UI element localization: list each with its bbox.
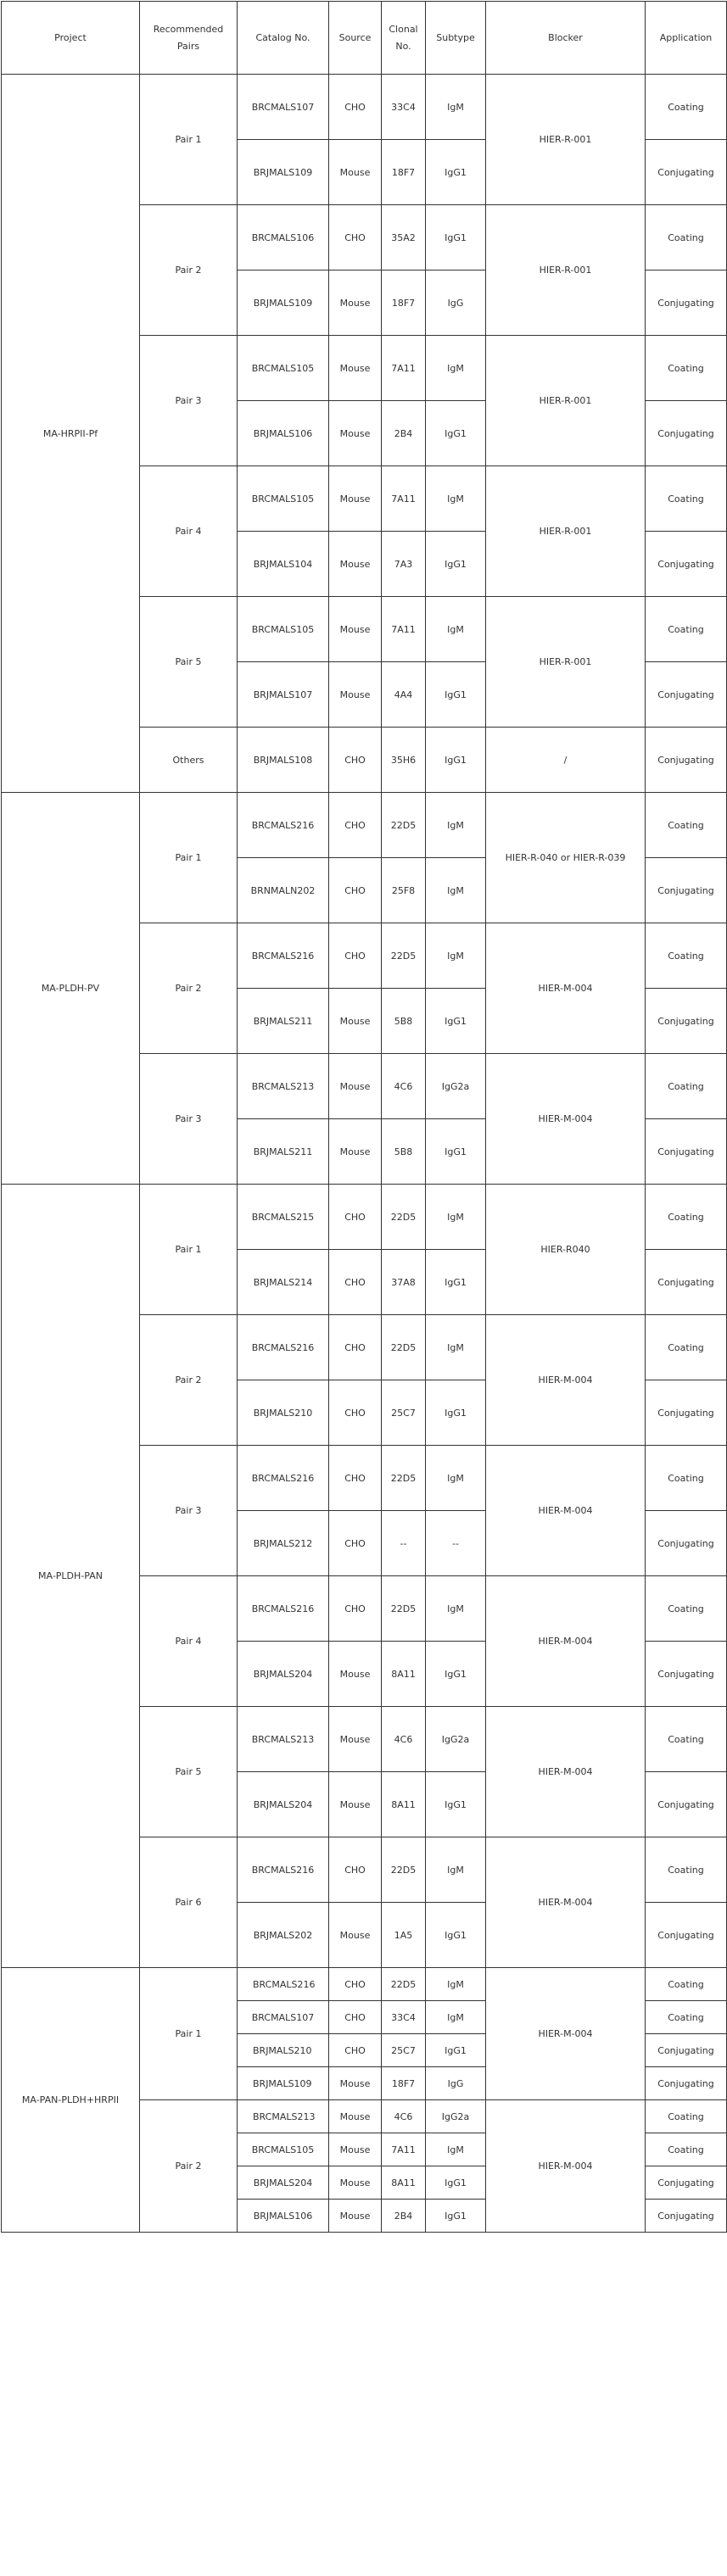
source: Mouse <box>329 1119 382 1185</box>
catalog-no: BRJMALS202 <box>238 1903 329 1968</box>
catalog-no: BRCMALS105 <box>238 2133 329 2166</box>
catalog-no: BRCMALS107 <box>238 75 329 140</box>
source: Mouse <box>329 1054 382 1119</box>
subtype: IgM <box>426 2133 486 2166</box>
subtype: IgG1 <box>426 662 486 728</box>
subtype: IgM <box>426 336 486 401</box>
clonal-no: 4C6 <box>382 2100 426 2133</box>
application: Conjugating <box>646 2166 727 2200</box>
catalog-no: BRCMALS216 <box>238 923 329 989</box>
header-recommended-pairs: Recommended Pairs <box>140 2 238 75</box>
project-name: MA-PLDH-PAN <box>2 1185 140 1968</box>
catalog-no: BRCMALS213 <box>238 1054 329 1119</box>
source: CHO <box>329 793 382 858</box>
blocker: HIER-R-001 <box>486 336 646 466</box>
source: Mouse <box>329 2100 382 2133</box>
blocker: HIER-M-004 <box>486 1054 646 1185</box>
header-clonal-no: Clonal No. <box>382 2 426 75</box>
application: Coating <box>646 1707 727 1772</box>
catalog-no: BRCMALS107 <box>238 2001 329 2034</box>
subtype: IgG1 <box>426 401 486 466</box>
pair-label: Pair 1 <box>140 793 238 923</box>
clonal-no: 5B8 <box>382 1119 426 1185</box>
application: Coating <box>646 1837 727 1903</box>
clonal-no: 4C6 <box>382 1707 426 1772</box>
application: Conjugating <box>646 1380 727 1446</box>
subtype: IgM <box>426 1315 486 1380</box>
source: CHO <box>329 75 382 140</box>
source: Mouse <box>329 336 382 401</box>
blocker: HIER-R-001 <box>486 205 646 336</box>
application: Conjugating <box>646 2034 727 2067</box>
clonal-no: 37A8 <box>382 1250 426 1315</box>
table-row <box>2 1968 727 2001</box>
application: Conjugating <box>646 2200 727 2233</box>
source: Mouse <box>329 1772 382 1837</box>
clonal-no: 25F8 <box>382 858 426 923</box>
pair-label: Pair 2 <box>140 205 238 336</box>
catalog-no: BRJMALS210 <box>238 1380 329 1446</box>
header-source: Source <box>329 2 382 75</box>
source: Mouse <box>329 2067 382 2100</box>
source: Mouse <box>329 662 382 728</box>
subtype: IgM <box>426 1185 486 1250</box>
pair-label: Pair 4 <box>140 1576 238 1707</box>
application: Coating <box>646 1185 727 1250</box>
catalog-no: BRJMALS109 <box>238 270 329 336</box>
blocker: HIER-M-004 <box>486 1837 646 1968</box>
source: CHO <box>329 728 382 793</box>
catalog-no: BRJMALS212 <box>238 1511 329 1576</box>
clonal-no: 35H6 <box>382 728 426 793</box>
source: CHO <box>329 1380 382 1446</box>
clonal-no: 8A11 <box>382 1772 426 1837</box>
subtype: -- <box>426 1511 486 1576</box>
catalog-no: BRJMALS204 <box>238 1772 329 1837</box>
clonal-no: 2B4 <box>382 401 426 466</box>
source: Mouse <box>329 532 382 597</box>
project-name: MA-HRPII-Pf <box>2 75 140 793</box>
application: Conjugating <box>646 989 727 1054</box>
source: CHO <box>329 2001 382 2034</box>
application: Coating <box>646 2133 727 2166</box>
application: Conjugating <box>646 1772 727 1837</box>
subtype: IgM <box>426 1837 486 1903</box>
source: CHO <box>329 923 382 989</box>
clonal-no: 7A11 <box>382 2133 426 2166</box>
application: Conjugating <box>646 270 727 336</box>
catalog-no: BRCMALS216 <box>238 1315 329 1380</box>
subtype: IgG1 <box>426 1250 486 1315</box>
application: Coating <box>646 1446 727 1511</box>
blocker: HIER-M-004 <box>486 1968 646 2100</box>
application: Coating <box>646 2001 727 2034</box>
subtype: IgM <box>426 2001 486 2034</box>
source: CHO <box>329 1185 382 1250</box>
clonal-no: 33C4 <box>382 75 426 140</box>
source: Mouse <box>329 989 382 1054</box>
source: CHO <box>329 1968 382 2001</box>
subtype: IgM <box>426 597 486 662</box>
source: Mouse <box>329 466 382 532</box>
blocker: HIER-M-004 <box>486 923 646 1054</box>
subtype: IgG1 <box>426 140 486 205</box>
header-catalog-no: Catalog No. <box>238 2 329 75</box>
subtype: IgG1 <box>426 205 486 270</box>
header-application: Application <box>646 2 727 75</box>
application: Coating <box>646 1968 727 2001</box>
clonal-no: 22D5 <box>382 1185 426 1250</box>
subtype: IgM <box>426 1968 486 2001</box>
catalog-no: BRJMALS214 <box>238 1250 329 1315</box>
clonal-no: 18F7 <box>382 140 426 205</box>
clonal-no: 22D5 <box>382 1446 426 1511</box>
source: Mouse <box>329 2166 382 2200</box>
application: Conjugating <box>646 140 727 205</box>
project-name: MA-PLDH-PV <box>2 793 140 1185</box>
catalog-no: BRJMALS107 <box>238 662 329 728</box>
catalog-no: BRJMALS211 <box>238 989 329 1054</box>
source: Mouse <box>329 1707 382 1772</box>
catalog-no: BRCMALS215 <box>238 1185 329 1250</box>
application: Conjugating <box>646 1511 727 1576</box>
pair-label: Pair 2 <box>140 923 238 1054</box>
application: Conjugating <box>646 532 727 597</box>
header-row <box>2 2 727 75</box>
blocker: HIER-R-001 <box>486 75 646 205</box>
clonal-no: 25C7 <box>382 2034 426 2067</box>
source: CHO <box>329 205 382 270</box>
application: Coating <box>646 1576 727 1642</box>
application: Conjugating <box>646 858 727 923</box>
subtype: IgM <box>426 466 486 532</box>
subtype: IgM <box>426 858 486 923</box>
pair-label: Pair 1 <box>140 1185 238 1315</box>
blocker: HIER-M-004 <box>486 2100 646 2233</box>
table-row <box>2 1185 727 1250</box>
source: Mouse <box>329 270 382 336</box>
catalog-no: BRCMALS216 <box>238 1968 329 2001</box>
subtype: IgG <box>426 2067 486 2100</box>
subtype: IgG1 <box>426 1903 486 1968</box>
blocker: HIER-R-040 or HIER-R-039 <box>486 793 646 923</box>
blocker: HIER-R-001 <box>486 466 646 597</box>
catalog-no: BRCMALS105 <box>238 597 329 662</box>
subtype: IgM <box>426 1576 486 1642</box>
clonal-no: 22D5 <box>382 1315 426 1380</box>
clonal-no: 4C6 <box>382 1054 426 1119</box>
blocker: / <box>486 728 646 793</box>
clonal-no: 22D5 <box>382 1837 426 1903</box>
source: CHO <box>329 1511 382 1576</box>
pair-label: Pair 3 <box>140 1446 238 1576</box>
subtype: IgM <box>426 923 486 989</box>
subtype: IgG2a <box>426 1707 486 1772</box>
subtype: IgG1 <box>426 2200 486 2233</box>
catalog-no: BRJMALS109 <box>238 2067 329 2100</box>
table-row <box>2 75 727 140</box>
application: Conjugating <box>646 1119 727 1185</box>
catalog-no: BRJMALS204 <box>238 2166 329 2200</box>
application: Conjugating <box>646 728 727 793</box>
clonal-no: 25C7 <box>382 1380 426 1446</box>
subtype: IgG1 <box>426 1642 486 1707</box>
catalog-no: BRJMALS108 <box>238 728 329 793</box>
subtype: IgM <box>426 1446 486 1511</box>
application: Conjugating <box>646 662 727 728</box>
antibody-pairs-table <box>1 1 727 2233</box>
clonal-no: 18F7 <box>382 270 426 336</box>
pair-label: Pair 2 <box>140 2100 238 2233</box>
catalog-no: BRJMALS104 <box>238 532 329 597</box>
pair-label: Pair 5 <box>140 1707 238 1837</box>
catalog-no: BRCMALS216 <box>238 793 329 858</box>
application: Conjugating <box>646 1642 727 1707</box>
source: CHO <box>329 1837 382 1903</box>
application: Conjugating <box>646 2067 727 2100</box>
application: Coating <box>646 2100 727 2133</box>
table-row <box>2 793 727 858</box>
application: Coating <box>646 1315 727 1380</box>
subtype: IgG1 <box>426 728 486 793</box>
application: Coating <box>646 336 727 401</box>
application: Coating <box>646 793 727 858</box>
application: Conjugating <box>646 1903 727 1968</box>
application: Coating <box>646 205 727 270</box>
clonal-no: 5B8 <box>382 989 426 1054</box>
clonal-no: 33C4 <box>382 2001 426 2034</box>
pair-label: Pair 4 <box>140 466 238 597</box>
source: Mouse <box>329 1642 382 1707</box>
catalog-no: BRJMALS109 <box>238 140 329 205</box>
source: CHO <box>329 1446 382 1511</box>
subtype: IgG1 <box>426 1772 486 1837</box>
pair-label: Pair 5 <box>140 597 238 728</box>
source: CHO <box>329 1315 382 1380</box>
application: Conjugating <box>646 401 727 466</box>
source: Mouse <box>329 140 382 205</box>
catalog-no: BRCMALS216 <box>238 1576 329 1642</box>
catalog-no: BRJMALS106 <box>238 401 329 466</box>
subtype: IgG1 <box>426 2034 486 2067</box>
clonal-no: 4A4 <box>382 662 426 728</box>
clonal-no: 7A11 <box>382 466 426 532</box>
catalog-no: BRCMALS213 <box>238 1707 329 1772</box>
source: CHO <box>329 1250 382 1315</box>
pair-label: Pair 3 <box>140 336 238 466</box>
subtype: IgG2a <box>426 1054 486 1119</box>
source: CHO <box>329 2034 382 2067</box>
catalog-no: BRCMALS216 <box>238 1837 329 1903</box>
pair-label: Pair 2 <box>140 1315 238 1446</box>
clonal-no: 22D5 <box>382 793 426 858</box>
blocker: HIER-M-004 <box>486 1576 646 1707</box>
catalog-no: BRCMALS216 <box>238 1446 329 1511</box>
blocker: HIER-M-004 <box>486 1707 646 1837</box>
clonal-no: 2B4 <box>382 2200 426 2233</box>
header-blocker: Blocker <box>486 2 646 75</box>
clonal-no: 7A11 <box>382 336 426 401</box>
clonal-no: 35A2 <box>382 205 426 270</box>
catalog-no: BRJMALS210 <box>238 2034 329 2067</box>
source: Mouse <box>329 2133 382 2166</box>
source: CHO <box>329 858 382 923</box>
header-project: Project <box>2 2 140 75</box>
subtype: IgM <box>426 75 486 140</box>
pair-label: Others <box>140 728 238 793</box>
pair-label: Pair 3 <box>140 1054 238 1185</box>
subtype: IgG2a <box>426 2100 486 2133</box>
source: Mouse <box>329 597 382 662</box>
blocker: HIER-M-004 <box>486 1446 646 1576</box>
source: CHO <box>329 1576 382 1642</box>
blocker: HIER-R-001 <box>486 597 646 728</box>
header-subtype: Subtype <box>426 2 486 75</box>
clonal-no: 7A11 <box>382 597 426 662</box>
application: Conjugating <box>646 1250 727 1315</box>
application: Coating <box>646 1054 727 1119</box>
clonal-no: 8A11 <box>382 2166 426 2200</box>
catalog-no: BRCMALS213 <box>238 2100 329 2133</box>
catalog-no: BRCMALS105 <box>238 336 329 401</box>
clonal-no: 7A3 <box>382 532 426 597</box>
subtype: IgG1 <box>426 1119 486 1185</box>
clonal-no: 22D5 <box>382 923 426 989</box>
subtype: IgG1 <box>426 2166 486 2200</box>
subtype: IgM <box>426 793 486 858</box>
pair-label: Pair 1 <box>140 75 238 205</box>
catalog-no: BRCMALS106 <box>238 205 329 270</box>
clonal-no: 18F7 <box>382 2067 426 2100</box>
application: Coating <box>646 75 727 140</box>
project-name: MA-PAN-PLDH+HRPII <box>2 1968 140 2233</box>
source: Mouse <box>329 1903 382 1968</box>
clonal-no: 1A5 <box>382 1903 426 1968</box>
application: Coating <box>646 466 727 532</box>
source: Mouse <box>329 2200 382 2233</box>
catalog-no: BRNMALN202 <box>238 858 329 923</box>
subtype: IgG1 <box>426 1380 486 1446</box>
pair-label: Pair 6 <box>140 1837 238 1968</box>
clonal-no: -- <box>382 1511 426 1576</box>
subtype: IgG1 <box>426 989 486 1054</box>
clonal-no: 22D5 <box>382 1968 426 2001</box>
pair-label: Pair 1 <box>140 1968 238 2100</box>
subtype: IgG1 <box>426 532 486 597</box>
catalog-no: BRJMALS106 <box>238 2200 329 2233</box>
application: Coating <box>646 923 727 989</box>
blocker: HIER-M-004 <box>486 1315 646 1446</box>
application: Coating <box>646 597 727 662</box>
source: Mouse <box>329 401 382 466</box>
subtype: IgG <box>426 270 486 336</box>
catalog-no: BRCMALS105 <box>238 466 329 532</box>
catalog-no: BRJMALS204 <box>238 1642 329 1707</box>
blocker: HIER-R040 <box>486 1185 646 1315</box>
catalog-no: BRJMALS211 <box>238 1119 329 1185</box>
clonal-no: 22D5 <box>382 1576 426 1642</box>
clonal-no: 8A11 <box>382 1642 426 1707</box>
